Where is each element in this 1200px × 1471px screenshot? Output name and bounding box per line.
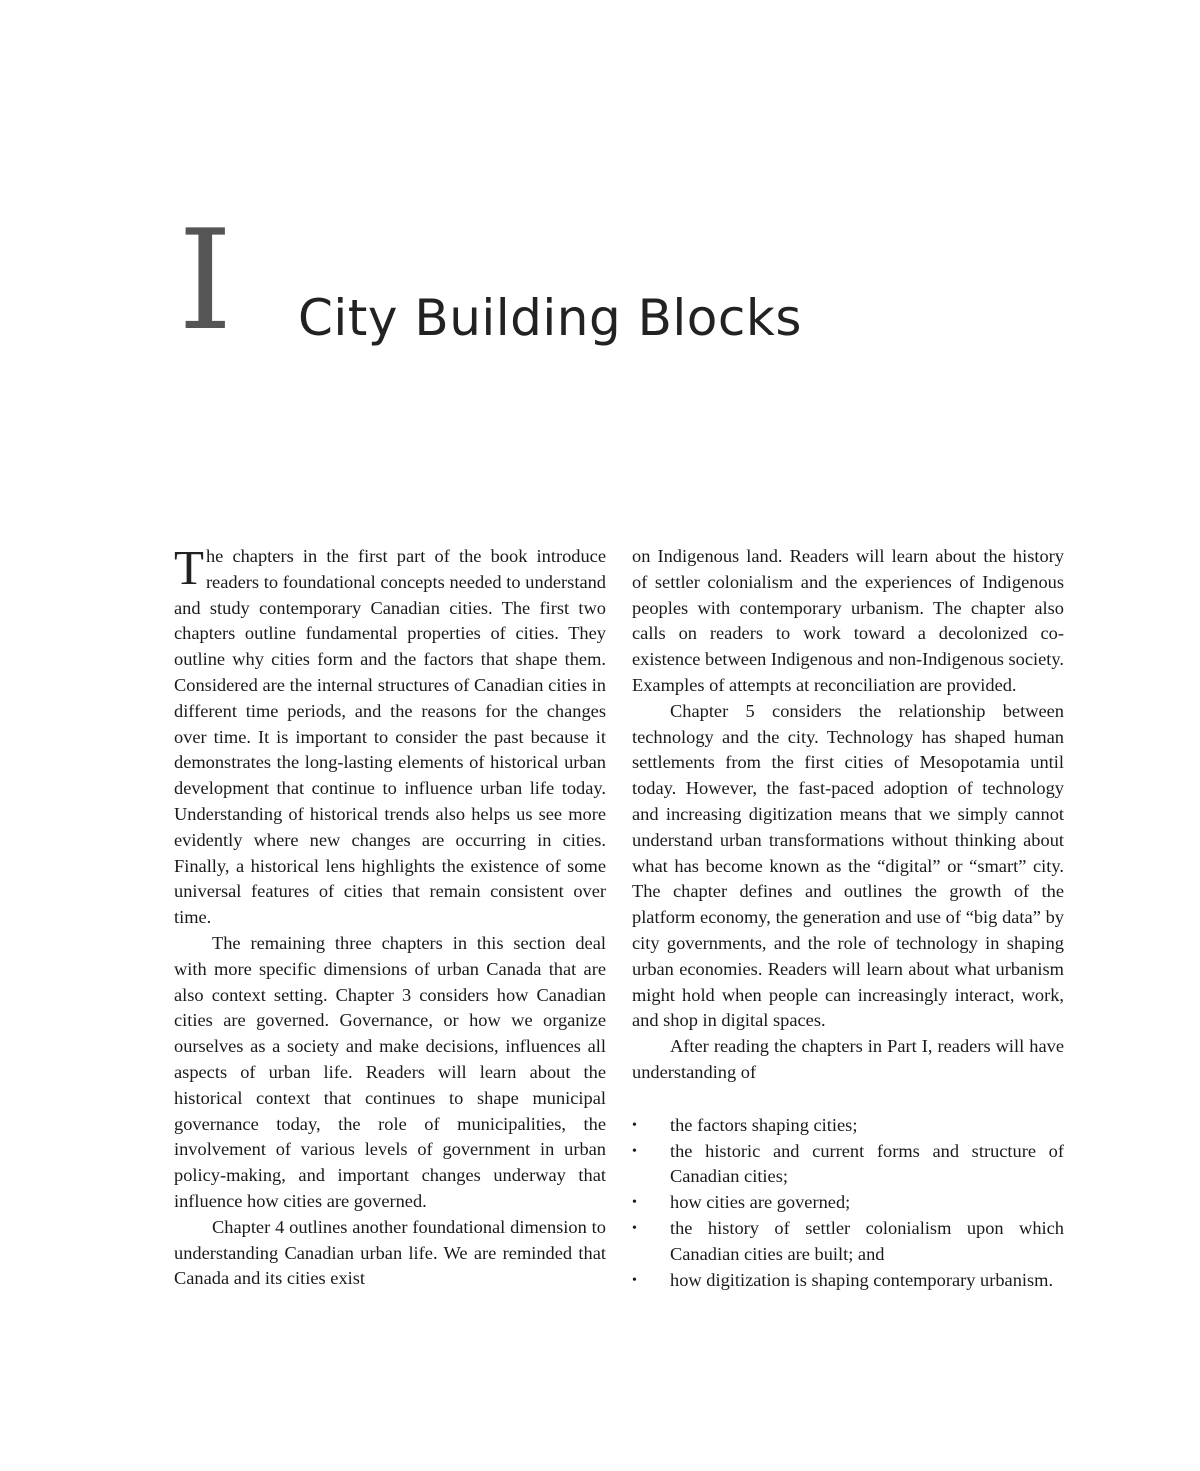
outcomes-intro: After reading the chapters in Part I, readers will have understanding of [632,1036,1064,1082]
list-item [632,1216,1064,1268]
bullet-icon: • [632,1220,637,1236]
intro-paragraph-text: he chapters in the first part of the book introduce readers to foundational concepts needed to understand and study contemporary Canadian cities. The first two chapters outline fundamental properties of cities. They outline why cities form and the factors that shape them. Considered are the internal structures of Canadian cities in different time periods, and the reasons for the changes over time. It is important to consider the past because it demonstrates the long-lasting elements of historical urban development that continue to influence urban life today. Understanding of historical trends also helps us see more evidently where new changes are occurring in cities. Finally, a historical lens highlights the existence of some universal features of cities that remain consistent over time. [174,546,606,928]
technology-paragraph: Chapter 5 considers the relationship between technology and the city. Technology has shaped human settlements from the first cities of Mesopotamia until today. However, the fast-paced adoption of technology and increasing digitization means that we simply cannot understand urban transformations without thinking about what has become known as the “digital” or “smart” city. The chapter defines and outlines the growth of the platform economy, the generation and use of “big data” by city governments, and the role of technology in shaping urban economies. Readers will learn about what urbanism might hold when people can increasingly interact, work, and shop in digital spaces. [632,700,1064,1031]
chapter4-paragraph: Chapter 4 outlines another foundational dimension to understanding Canadian urban life. We are reminded that Canada and its cities exist [174,1216,606,1289]
part-numeral: I [178,200,233,361]
list-item [632,1139,1064,1191]
list-item-text: how cities are governed; [670,1192,851,1213]
outcomes-list [632,1113,1064,1294]
right-column [632,544,1064,1293]
list-item [632,1190,1064,1216]
list-item [632,1268,1064,1294]
bullet-icon: • [632,1195,637,1211]
bullet-icon: • [632,1117,637,1133]
left-column [174,540,606,1292]
list-item-text: the history of settler colonialism upon which Canadian cities are built; and [670,1217,1064,1264]
bullet-icon: • [632,1272,637,1288]
list-item [632,1113,1064,1139]
bullet-icon: • [632,1143,637,1159]
list-item-text: how digitization is shaping contemporary urbanism. [670,1269,1054,1290]
part-title: City Building Blocks [298,288,802,347]
intro-paragraph [174,540,606,931]
indigenous-paragraph: on Indigenous land. Readers will learn about the history of settler colonialism and the experiences of Indigenous peoples with contemporary urbanism. The chapter also calls on readers to work toward a decolonized co-existence between Indigenous and non-Indigenous society. Examples of attempts at reconciliation are provided. [632,546,1064,695]
list-item-text: the factors shaping cities; [670,1114,858,1135]
list-item-text: the historic and current forms and structure of Canadian cities; [670,1140,1064,1187]
drop-cap: T [174,540,204,595]
governance-paragraph: The remaining three chapters in this section deal with more specific dimensions of urban Canada that are also context setting. Chapter 3 considers how Canadian cities are governed. Governance, or how we organize ourselves as a society and make decisions, influences all aspects of urban life. Readers will learn about the historical context that continues to shape municipal governance today, the role of municipalities, the involvement of various levels of government in urban policy-making, and important changes underway that influence how cities are governed. [174,932,606,1211]
